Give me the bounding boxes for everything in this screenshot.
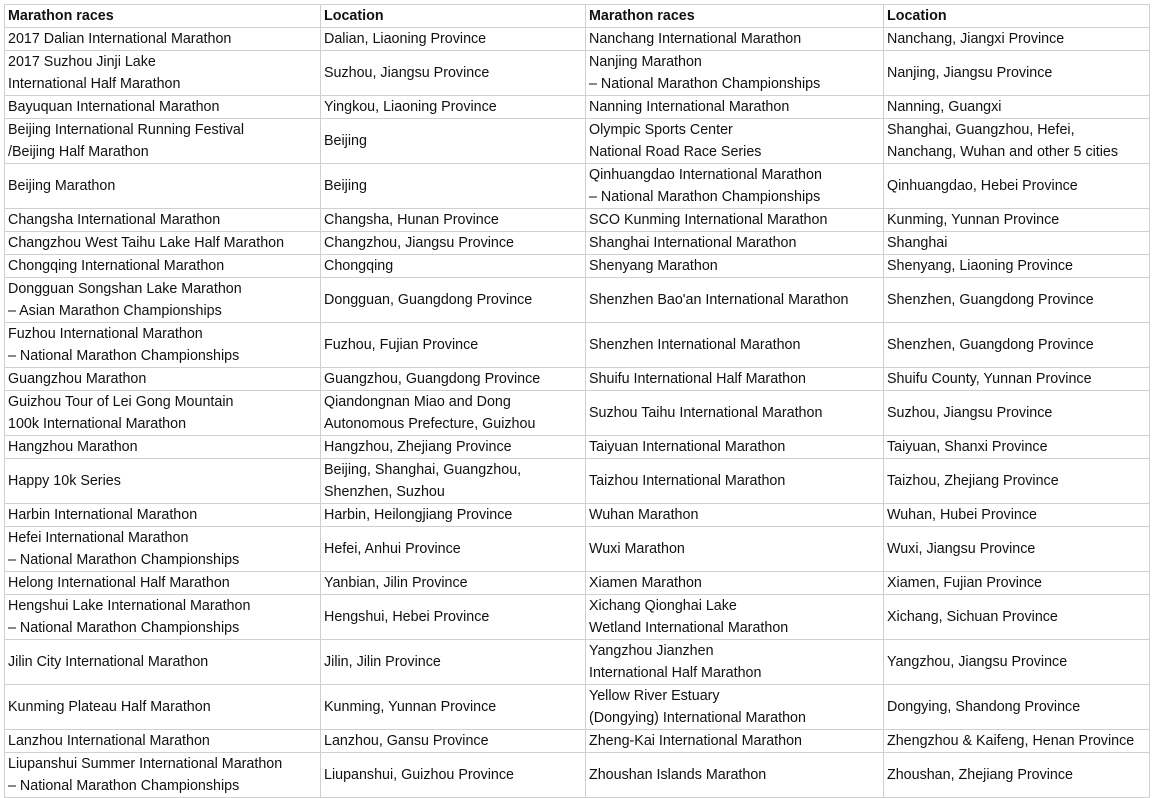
cell-text-line: Kunming Plateau Half Marathon xyxy=(8,699,211,715)
race-name-cell xyxy=(586,640,884,685)
location-cell xyxy=(321,504,586,527)
race-name-cell xyxy=(5,164,321,209)
cell-text-line: Wuxi Marathon xyxy=(589,541,685,557)
cell-text-line: Wuxi, Jiangsu Province xyxy=(887,541,1036,557)
race-name-cell xyxy=(5,640,321,685)
cell-text-line: Xichang, Sichuan Province xyxy=(887,609,1058,625)
location-cell xyxy=(321,730,586,753)
cell-text-line: – Asian Marathon Championships xyxy=(8,303,222,319)
cell-text-line: Yellow River Estuary xyxy=(589,688,720,704)
race-name-cell xyxy=(586,572,884,595)
location-cell xyxy=(884,730,1150,753)
location-cell xyxy=(884,504,1150,527)
cell-text-line: Fuzhou International Marathon xyxy=(8,326,203,342)
cell-text-line: Changzhou West Taihu Lake Half Marathon xyxy=(8,235,285,251)
location-cell xyxy=(884,527,1150,572)
race-name-cell xyxy=(5,368,321,391)
table-row xyxy=(5,640,1150,685)
cell-text-line: National Road Race Series xyxy=(589,144,762,160)
race-name-cell xyxy=(586,730,884,753)
race-name-cell xyxy=(586,436,884,459)
cell-text-line: Shuifu International Half Marathon xyxy=(589,371,806,387)
cell-text-line: Nanning, Guangxi xyxy=(887,99,1002,115)
table-row xyxy=(5,753,1150,798)
table-row xyxy=(5,504,1150,527)
race-name-cell xyxy=(586,595,884,640)
cell-text-line: – National Marathon Championships xyxy=(589,76,821,92)
cell-text-line: Jilin, Jilin Province xyxy=(324,654,441,670)
cell-text-line: Guangzhou Marathon xyxy=(8,371,147,387)
race-name-cell xyxy=(5,504,321,527)
location-cell xyxy=(321,527,586,572)
cell-text-line: Happy 10k Series xyxy=(8,473,121,489)
cell-text-line: SCO Kunming International Marathon xyxy=(589,212,828,228)
race-name-cell xyxy=(5,323,321,368)
cell-text-line: Dongguan, Guangdong Province xyxy=(324,292,533,308)
cell-text-line: Changsha, Hunan Province xyxy=(324,212,499,228)
race-name-cell xyxy=(586,391,884,436)
cell-text-line: – National Marathon Championships xyxy=(8,348,240,364)
race-name-cell xyxy=(586,96,884,119)
cell-text-line: Beijing xyxy=(324,178,367,194)
location-cell xyxy=(884,278,1150,323)
location-cell xyxy=(884,436,1150,459)
cell-text-line: Fuzhou, Fujian Province xyxy=(324,337,479,353)
cell-text-line: Hengshui, Hebei Province xyxy=(324,609,490,625)
cell-text-line: Qinhuangdao International Marathon xyxy=(589,167,822,183)
location-cell xyxy=(884,209,1150,232)
race-name-cell xyxy=(586,119,884,164)
race-name-cell xyxy=(586,685,884,730)
column-header-location: Location xyxy=(884,5,1150,28)
table-row xyxy=(5,278,1150,323)
cell-text-line: Zhoushan, Zhejiang Province xyxy=(887,767,1073,783)
cell-text-line: Taizhou, Zhejiang Province xyxy=(887,473,1059,489)
race-name-cell xyxy=(5,391,321,436)
cell-text-line: Zhoushan Islands Marathon xyxy=(589,767,767,783)
race-name-cell xyxy=(5,730,321,753)
table-row xyxy=(5,368,1150,391)
table-row xyxy=(5,391,1150,436)
column-header-race-name: Marathon races xyxy=(5,5,321,28)
cell-text-line: Nanchang, Jiangxi Province xyxy=(887,31,1065,47)
table-row xyxy=(5,96,1150,119)
location-cell xyxy=(884,119,1150,164)
cell-text-line: Yingkou, Liaoning Province xyxy=(324,99,497,115)
cell-text-line: Jilin City International Marathon xyxy=(8,654,209,670)
table-row xyxy=(5,685,1150,730)
race-name-cell xyxy=(586,164,884,209)
location-cell xyxy=(884,164,1150,209)
cell-text-line: Chongqing xyxy=(324,258,394,274)
location-cell xyxy=(321,255,586,278)
race-name-cell xyxy=(5,96,321,119)
race-name-cell xyxy=(586,504,884,527)
cell-text-line: Hangzhou, Zhejiang Province xyxy=(324,439,512,455)
table-row xyxy=(5,572,1150,595)
cell-text-line: Zheng-Kai International Marathon xyxy=(589,733,802,749)
cell-text-line: Wuhan Marathon xyxy=(589,507,699,523)
cell-text-line: Bayuquan International Marathon xyxy=(8,99,220,115)
column-header-location: Location xyxy=(321,5,586,28)
cell-text-line: Guangzhou, Guangdong Province xyxy=(324,371,541,387)
cell-text-line: – National Marathon Championships xyxy=(8,552,240,568)
location-cell xyxy=(884,595,1150,640)
cell-text-line: 100k International Marathon xyxy=(8,416,187,432)
race-name-cell xyxy=(586,527,884,572)
cell-text-line: Lanzhou, Gansu Province xyxy=(324,733,489,749)
race-name-cell xyxy=(5,753,321,798)
location-cell xyxy=(321,209,586,232)
cell-text-line: Dongying, Shandong Province xyxy=(887,699,1081,715)
location-cell xyxy=(884,391,1150,436)
location-cell xyxy=(321,595,586,640)
cell-text-line: Shenyang, Liaoning Province xyxy=(887,258,1073,274)
location-cell xyxy=(321,753,586,798)
cell-text-line: Taiyuan, Shanxi Province xyxy=(887,439,1048,455)
table-row xyxy=(5,232,1150,255)
location-cell xyxy=(321,323,586,368)
table-row xyxy=(5,51,1150,96)
location-cell xyxy=(884,640,1150,685)
cell-text-line: Suzhou, Jiangsu Province xyxy=(324,65,490,81)
location-cell xyxy=(884,459,1150,504)
location-cell xyxy=(321,391,586,436)
cell-text-line: Dongguan Songshan Lake Marathon xyxy=(8,281,242,297)
cell-text-line: Suzhou Taihu International Marathon xyxy=(589,405,823,421)
cell-text-line: Dalian, Liaoning Province xyxy=(324,31,487,47)
location-cell xyxy=(884,96,1150,119)
location-cell xyxy=(321,278,586,323)
cell-text-line: Changzhou, Jiangsu Province xyxy=(324,235,514,251)
cell-text-line: Beijing Marathon xyxy=(8,178,116,194)
cell-text-line: Harbin, Heilongjiang Province xyxy=(324,507,513,523)
location-cell xyxy=(884,28,1150,51)
race-name-cell xyxy=(5,595,321,640)
table-row xyxy=(5,28,1150,51)
cell-text-line: Hangzhou Marathon xyxy=(8,439,138,455)
cell-text-line: Suzhou, Jiangsu Province xyxy=(887,405,1053,421)
cell-text-line: – National Marathon Championships xyxy=(589,189,821,205)
header-row xyxy=(5,5,1150,28)
location-cell xyxy=(321,459,586,504)
cell-text-line: Nanning International Marathon xyxy=(589,99,790,115)
race-name-cell xyxy=(5,232,321,255)
location-cell xyxy=(321,51,586,96)
table-row xyxy=(5,119,1150,164)
cell-text-line: Nanchang International Marathon xyxy=(589,31,802,47)
table-row xyxy=(5,595,1150,640)
cell-text-line: Wetland International Marathon xyxy=(589,620,789,636)
cell-text-line: Shuifu County, Yunnan Province xyxy=(887,371,1092,387)
race-name-cell xyxy=(5,209,321,232)
cell-text-line: Shenzhen, Guangdong Province xyxy=(887,337,1094,353)
cell-text-line: (Dongying) International Marathon xyxy=(589,710,806,726)
cell-text-line: Yangzhou, Jiangsu Province xyxy=(887,654,1068,670)
cell-text-line: Shenzhen International Marathon xyxy=(589,337,801,353)
race-name-cell xyxy=(5,51,321,96)
race-name-cell xyxy=(586,232,884,255)
race-name-cell xyxy=(586,459,884,504)
cell-text-line: Guizhou Tour of Lei Gong Mountain xyxy=(8,394,234,410)
cell-text-line: /Beijing Half Marathon xyxy=(8,144,149,160)
location-cell xyxy=(884,255,1150,278)
table-row xyxy=(5,436,1150,459)
cell-text-line: – National Marathon Championships xyxy=(8,778,240,794)
table-row xyxy=(5,459,1150,504)
cell-text-line: Beijing xyxy=(324,133,367,149)
race-name-cell xyxy=(586,368,884,391)
location-cell xyxy=(321,232,586,255)
location-cell xyxy=(321,685,586,730)
cell-text-line: Yanbian, Jilin Province xyxy=(324,575,468,591)
cell-text-line: Shenyang Marathon xyxy=(589,258,718,274)
cell-text-line: Shanghai, Guangzhou, Hefei, xyxy=(887,122,1075,138)
cell-text-line: Shenzhen, Suzhou xyxy=(324,484,445,500)
race-name-cell xyxy=(5,459,321,504)
cell-text-line: Beijing, Shanghai, Guangzhou, xyxy=(324,462,522,478)
race-name-cell xyxy=(586,753,884,798)
cell-text-line: Liupanshui Summer International Marathon xyxy=(8,756,283,772)
location-cell xyxy=(321,96,586,119)
cell-text-line: International Half Marathon xyxy=(8,76,181,92)
location-cell xyxy=(321,640,586,685)
cell-text-line: Beijing International Running Festival xyxy=(8,122,245,138)
cell-text-line: Helong International Half Marathon xyxy=(8,575,230,591)
location-cell xyxy=(884,685,1150,730)
race-name-cell xyxy=(586,28,884,51)
location-cell xyxy=(884,753,1150,798)
cell-text-line: Lanzhou International Marathon xyxy=(8,733,210,749)
cell-text-line: Olympic Sports Center xyxy=(589,122,733,138)
location-cell xyxy=(321,572,586,595)
race-name-cell xyxy=(5,527,321,572)
cell-text-line: Yangzhou Jianzhen xyxy=(589,643,714,659)
location-cell xyxy=(321,436,586,459)
location-cell xyxy=(884,323,1150,368)
cell-text-line: Hefei, Anhui Province xyxy=(324,541,461,557)
race-name-cell xyxy=(586,209,884,232)
race-name-cell xyxy=(5,572,321,595)
race-name-cell xyxy=(5,685,321,730)
location-cell xyxy=(884,572,1150,595)
cell-text-line: Nanchang, Wuhan and other 5 cities xyxy=(887,144,1119,160)
location-cell xyxy=(321,164,586,209)
location-cell xyxy=(884,232,1150,255)
cell-text-line: Nanjing, Jiangsu Province xyxy=(887,65,1053,81)
race-name-cell xyxy=(586,51,884,96)
cell-text-line: Shenzhen, Guangdong Province xyxy=(887,292,1094,308)
cell-text-line: Liupanshui, Guizhou Province xyxy=(324,767,514,783)
cell-text-line: Wuhan, Hubei Province xyxy=(887,507,1037,523)
cell-text-line: Shenzhen Bao'an International Marathon xyxy=(589,292,849,308)
table-row xyxy=(5,164,1150,209)
table-row xyxy=(5,323,1150,368)
table-row xyxy=(5,730,1150,753)
cell-text-line: Qinhuangdao, Hebei Province xyxy=(887,178,1078,194)
cell-text-line: Kunming, Yunnan Province xyxy=(324,699,497,715)
location-cell xyxy=(884,51,1150,96)
location-cell xyxy=(321,28,586,51)
cell-text-line: Kunming, Yunnan Province xyxy=(887,212,1060,228)
cell-text-line: Qiandongnan Miao and Dong xyxy=(324,394,511,410)
cell-text-line: International Half Marathon xyxy=(589,665,762,681)
cell-text-line: Nanjing Marathon xyxy=(589,54,702,70)
cell-text-line: Taizhou International Marathon xyxy=(589,473,786,489)
cell-text-line: Xichang Qionghai Lake xyxy=(589,598,737,614)
cell-text-line: Hefei International Marathon xyxy=(8,530,189,546)
race-name-cell xyxy=(586,255,884,278)
cell-text-line: Chongqing International Marathon xyxy=(8,258,225,274)
cell-text-line: 2017 Dalian International Marathon xyxy=(8,31,232,47)
race-name-cell xyxy=(5,255,321,278)
race-name-cell xyxy=(586,323,884,368)
cell-text-line: Hengshui Lake International Marathon xyxy=(8,598,251,614)
race-name-cell xyxy=(5,436,321,459)
cell-text-line: Harbin International Marathon xyxy=(8,507,198,523)
marathon-races-table xyxy=(4,4,1150,798)
cell-text-line: 2017 Suzhou Jinji Lake xyxy=(8,54,156,70)
cell-text-line: Zhengzhou & Kaifeng, Henan Province xyxy=(887,733,1135,749)
column-header-race-name: Marathon races xyxy=(586,5,884,28)
race-name-cell xyxy=(5,119,321,164)
cell-text-line: Shanghai International Marathon xyxy=(589,235,797,251)
table-row xyxy=(5,527,1150,572)
cell-text-line: Xiamen Marathon xyxy=(589,575,702,591)
cell-text-line: – National Marathon Championships xyxy=(8,620,240,636)
cell-text-line: Taiyuan International Marathon xyxy=(589,439,786,455)
table-row xyxy=(5,255,1150,278)
table-row xyxy=(5,209,1150,232)
cell-text-line: Autonomous Prefecture, Guizhou xyxy=(324,416,536,432)
race-name-cell xyxy=(586,278,884,323)
location-cell xyxy=(321,368,586,391)
location-cell xyxy=(884,368,1150,391)
race-name-cell xyxy=(5,28,321,51)
cell-text-line: Changsha International Marathon xyxy=(8,212,221,228)
cell-text-line: Xiamen, Fujian Province xyxy=(887,575,1042,591)
cell-text-line: Shanghai xyxy=(887,235,948,251)
race-name-cell xyxy=(5,278,321,323)
location-cell xyxy=(321,119,586,164)
